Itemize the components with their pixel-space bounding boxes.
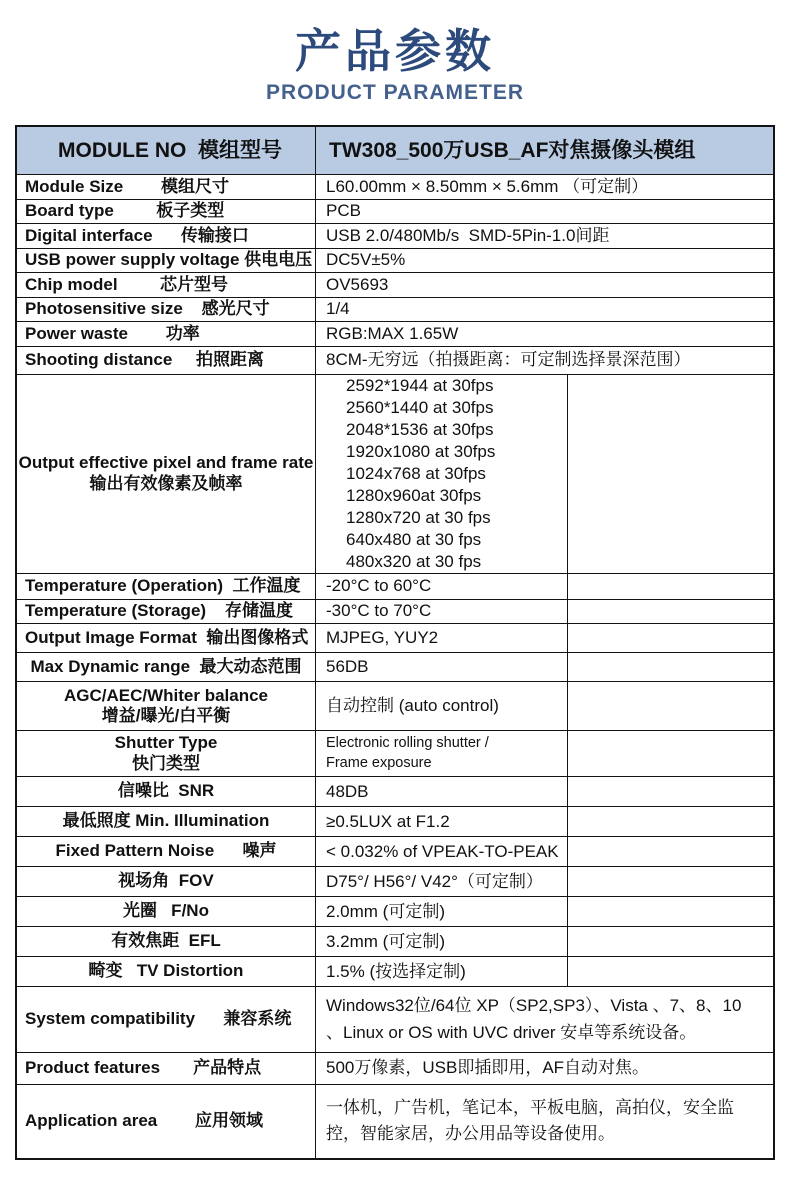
row-label: Product features 产品特点	[25, 1058, 262, 1078]
row-value: 3.2mm (可定制)	[315, 927, 567, 956]
empty-cell	[567, 682, 773, 730]
row-value: RGB:MAX 1.65W	[315, 322, 773, 346]
row-value: MJPEG, YUY2	[315, 624, 567, 652]
row-label: Photosensitive size 感光尺寸	[25, 299, 270, 319]
row-label-line1: AGC/AEC/Whiter balance	[63, 685, 269, 705]
row-value: 1/4	[315, 298, 773, 322]
row-fixed-pattern-noise	[17, 836, 773, 866]
row-value: 2.0mm (可定制)	[315, 897, 567, 926]
module-model-header: TW308_500万USB_AF对焦摄像头模组	[315, 127, 773, 174]
row-value: 1.5% (按选择定制)	[315, 957, 567, 986]
row-application-area	[17, 1084, 773, 1158]
row-max-dynamic-range	[17, 652, 773, 681]
empty-cell	[567, 867, 773, 896]
empty-cell	[567, 957, 773, 986]
row-label: 有效焦距 EFL	[111, 931, 221, 951]
resolution-line: 640x480 at 30 fps	[346, 529, 482, 549]
row-label-line2: 输出有效像素及帧率	[89, 473, 243, 493]
row-value: 48DB	[315, 777, 567, 806]
row-label-line1: Output effective pixel and frame rate	[18, 453, 314, 473]
page-title: 产品参数	[295, 25, 495, 77]
row-label: Fixed Pattern Noise 噪声	[55, 841, 277, 861]
row-label: Board type 板子类型	[25, 201, 225, 221]
row-value: D75°/ H56°/ V42°（可定制）	[315, 867, 567, 896]
module-no-header: MODULE NO 模组型号	[58, 139, 282, 163]
row-usb-power	[17, 248, 773, 273]
row-label: 最低照度 Min. Illumination	[62, 811, 270, 831]
row-label-line1: Shutter Type	[114, 733, 218, 753]
row-chip-model	[17, 272, 773, 297]
row-label-line2: 增益/曝光/白平衡	[101, 706, 231, 726]
row-value: PCB	[315, 200, 773, 224]
row-power-waste	[17, 321, 773, 346]
row-label: Max Dynamic range 最大动态范围	[30, 656, 302, 676]
row-label: Temperature (Storage) 存储温度	[25, 601, 293, 621]
page-header	[0, 0, 790, 105]
row-label	[17, 682, 315, 730]
empty-cell	[567, 624, 773, 652]
empty-cell	[567, 653, 773, 681]
row-value: 自动控制 (auto control)	[315, 682, 567, 730]
row-value: 8CM-无穷远（拍摄距离：可定制选择景深范围）	[315, 347, 773, 374]
row-label	[17, 375, 315, 573]
row-tv-distortion	[17, 956, 773, 986]
row-min-illumination	[17, 806, 773, 836]
row-label: Module Size 模组尺寸	[25, 176, 230, 196]
row-shutter-type	[17, 730, 773, 776]
row-output-pixel-framerate	[17, 374, 773, 573]
row-value	[315, 731, 567, 776]
row-shooting-distance	[17, 346, 773, 374]
resolution-line: 1280x960at 30fps	[346, 485, 482, 505]
empty-cell	[567, 837, 773, 866]
row-value	[315, 375, 567, 573]
empty-cell	[567, 731, 773, 776]
row-label-line2: 快门类型	[132, 753, 200, 773]
row-output-image-format	[17, 623, 773, 652]
row-label: 畸变 TV Distortion	[88, 961, 244, 981]
row-fov	[17, 866, 773, 896]
empty-cell	[567, 600, 773, 624]
resolution-line: 1024x768 at 30fps	[346, 463, 486, 483]
empty-cell	[567, 574, 773, 599]
empty-cell	[567, 777, 773, 806]
row-value: Windows32位/64位 XP（SP2,SP3）、Vista 、7、8、10 、Linux or OS with UVC driver 安卓等系统设备。	[315, 987, 773, 1052]
row-label: Chip model 芯片型号	[25, 274, 229, 294]
row-value: ≥0.5LUX at F1.2	[315, 807, 567, 836]
row-value: 56DB	[315, 653, 567, 681]
row-label: 光圈 F/No	[123, 901, 209, 921]
row-value-line1: Electronic rolling shutter /	[326, 735, 489, 752]
row-temperature-storage	[17, 599, 773, 624]
row-value: 500万像素，USB即插即用，AF自动对焦。	[315, 1053, 773, 1084]
row-label: Power waste 功率	[25, 323, 200, 343]
empty-cell	[567, 927, 773, 956]
resolution-line: 2592*1944 at 30fps	[346, 375, 494, 395]
empty-cell	[567, 375, 773, 573]
resolution-line: 2560*1440 at 30fps	[346, 397, 494, 417]
row-label: System compatibility 兼容系统	[25, 1009, 292, 1029]
row-efl	[17, 926, 773, 956]
resolution-line: 1920x1080 at 30fps	[346, 441, 496, 461]
row-module-size	[17, 174, 773, 199]
resolution-line: 480x320 at 30 fps	[346, 551, 482, 571]
row-label: 信噪比 SNR	[117, 781, 215, 801]
row-temperature-operation	[17, 573, 773, 599]
empty-cell	[567, 897, 773, 926]
row-label: 视场角 FOV	[118, 871, 214, 891]
row-product-features	[17, 1052, 773, 1084]
resolution-line: 1280x720 at 30 fps	[346, 507, 491, 527]
row-label	[17, 731, 315, 776]
row-value: -30°C to 70°C	[315, 600, 567, 624]
row-value: 一体机，广告机，笔记本，平板电脑，高拍仪，安全监控，智能家居，办公用品等设备使用。	[315, 1085, 773, 1158]
row-label: Shooting distance 拍照距离	[25, 349, 264, 369]
row-value: -20°C to 60°C	[315, 574, 567, 599]
row-value: < 0.032% of VPEAK-TO-PEAK	[315, 837, 567, 866]
row-fno	[17, 896, 773, 926]
spec-table	[15, 125, 775, 1160]
row-snr	[17, 776, 773, 806]
row-label: Application area 应用领域	[25, 1111, 264, 1131]
row-label: Digital interface 传输接口	[25, 225, 249, 245]
row-board-type	[17, 199, 773, 224]
resolution-line: 2048*1536 at 30fps	[346, 419, 494, 439]
table-header-row	[17, 127, 773, 174]
row-agc-aec-white-balance	[17, 681, 773, 730]
row-digital-interface	[17, 223, 773, 248]
row-value: USB 2.0/480Mb/s SMD-5Pin-1.0间距	[315, 224, 773, 248]
empty-cell	[567, 807, 773, 836]
row-value: DC5V±5%	[315, 249, 773, 273]
page-subtitle: PRODUCT PARAMETER	[265, 81, 525, 105]
row-label: Output Image Format 输出图像格式	[25, 627, 309, 647]
row-photosensitive-size	[17, 297, 773, 322]
row-value-line2: Frame exposure	[326, 754, 432, 771]
row-value: L60.00mm × 8.50mm × 5.6mm （可定制）	[315, 175, 773, 199]
row-value: OV5693	[315, 273, 773, 297]
row-label: USB power supply voltage 供电电压	[25, 250, 313, 270]
row-label: Temperature (Operation) 工作温度	[25, 575, 301, 595]
row-system-compatibility	[17, 986, 773, 1052]
